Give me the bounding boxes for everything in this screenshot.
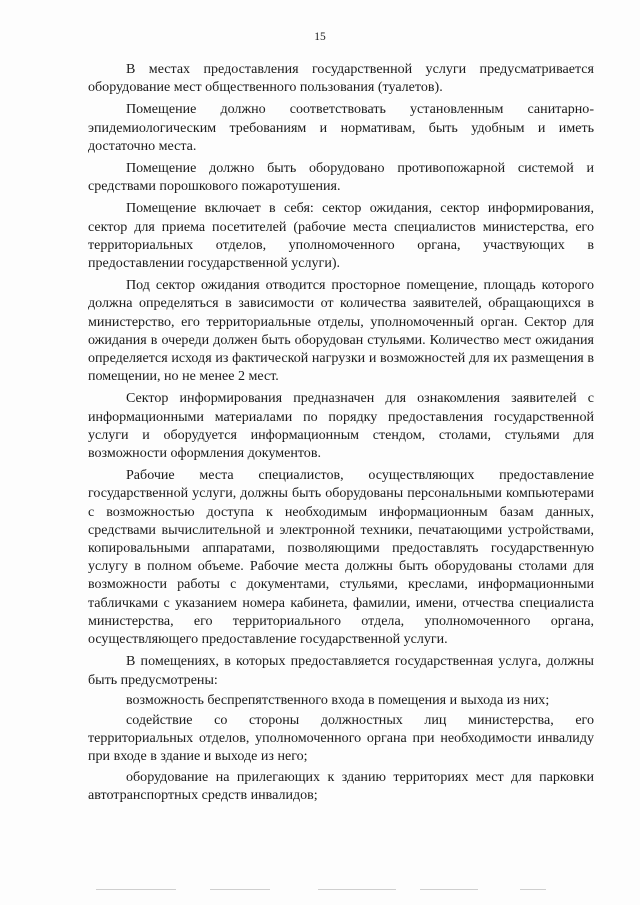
list-item-staff-assistance: содействие со стороны должностных лиц министерства, его территориальных отделов, уполномоченного органа при необходимости инвалиду при входе в здание и выходе из него; [88, 711, 594, 765]
document-body [88, 60, 594, 806]
paragraph-waiting-sector: Под сектор ожидания отводится просторное помещение, площадь которого должна определяться в зависимости от количества заявителей, обращающихся в министерство, его территориальные отделы, уполномоченный орган. Сектор для ожидания в очереди должен быть оборудован стульями. Количество мест ожидания определяется исходя из фактической нагрузки и возможностей для их размещения в помещении, но не менее 2 мест. [88, 277, 594, 385]
paragraph-information-sector: Сектор информирования предназначен для ознакомления заявителей с информационными материалами по порядку предоставления государственной услуги и оборудуется информационным стендом, столами, стульями для возможности оформления документов. [88, 390, 594, 462]
paragraph-premises-provisions: В помещениях, в которых предоставляется государственная услуга, должны быть предусмотрены: [88, 653, 594, 688]
paragraph-fire-safety: Помещение должно быть оборудовано противопожарной системой и средствами порошкового пожаротушения. [88, 160, 594, 195]
scan-artifact-line [520, 889, 546, 890]
list-item-unobstructed-access: возможность беспрепятственного входа в помещения и выхода из них; [126, 691, 550, 708]
paragraph-workplaces: Рабочие места специалистов, осуществляющих предоставление государственной услуги, должны быть оборудованы персональными компьютерами с возможностью доступа к необходимым информационным базам данных, средствами вычислительной и электронной техники, печатающими устройствами, копировальными аппаратами, позволяющими предоставлять государственную услугу в полном объеме. Рабочие места должны быть оборудованы столами для возможности работы с документами, стульями, креслами, информационными табличками с указанием номера кабинета, фамилии, имени, отчества специалиста министерства, его территориального отдела, уполномоченного органа, осуществляющего предоставление государственной услуги. [88, 467, 594, 648]
paragraph-sanitary-requirements: Помещение должно соответствовать установленным санитарно-эпидемиологическим требованиям и нормативам, быть удобным и иметь достаточно места. [88, 101, 594, 154]
paragraph-restrooms: В местах предоставления государственной услуги предусматривается оборудование мест общественного пользования (туалетов). [88, 61, 594, 96]
scan-artifact-line [420, 889, 478, 890]
page-number: 15 [314, 31, 326, 43]
scan-artifact-line [96, 889, 176, 890]
list-item-disabled-parking: оборудование на прилегающих к зданию территориях мест для парковки автотранспортных средств инвалидов; [88, 768, 594, 803]
paragraph-sectors: Помещение включает в себя: сектор ожидания, сектор информирования, сектор для приема посетителей (рабочие места специалистов министерства, его территориальных отделов, уполномоченного органа, участвующих в предоставлении государственной услуги). [88, 200, 594, 272]
scan-artifact-line [318, 889, 396, 890]
scan-artifact-line [210, 889, 270, 890]
